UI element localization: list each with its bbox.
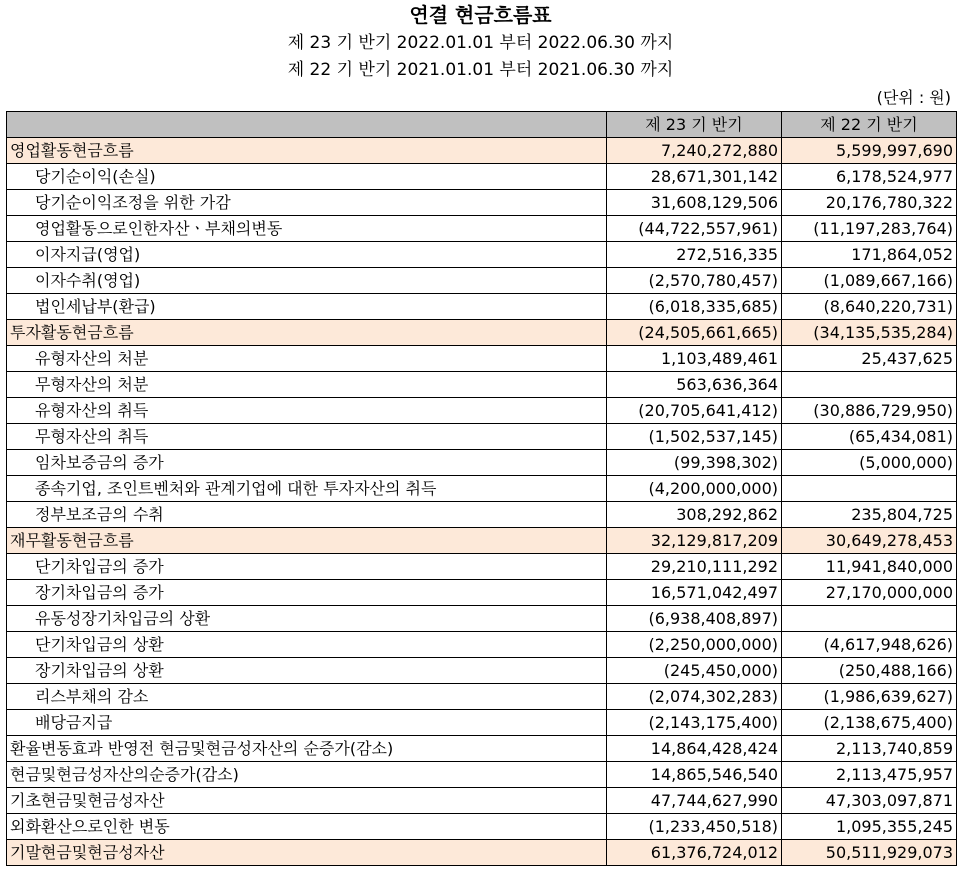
period-prior: 제 22 기 반기 2021.01.01 부터 2021.06.30 까지 (287, 60, 674, 80)
value-prior: (5,000,000) (782, 450, 957, 476)
value-current: 28,671,301,142 (607, 164, 782, 190)
value-current: (99,398,302) (607, 450, 782, 476)
table-row (7, 268, 957, 294)
table-row (7, 450, 957, 476)
table-row (7, 164, 957, 190)
row-label: 무형자산의 취득 (7, 424, 607, 450)
value-current: (1,233,450,518) (607, 814, 782, 840)
table-row (7, 788, 957, 814)
value-current: 308,292,862 (607, 502, 782, 528)
table-row (7, 814, 957, 840)
table-row (7, 606, 957, 632)
row-label: 종속기업, 조인트벤처와 관계기업에 대한 투자자산의 취득 (7, 476, 607, 502)
value-current: (2,250,000,000) (607, 632, 782, 658)
row-label: 이자수취(영업) (7, 268, 607, 294)
value-prior: 171,864,052 (782, 242, 957, 268)
row-label: 기초현금및현금성자산 (7, 788, 607, 814)
value-current: 272,516,335 (607, 242, 782, 268)
value-prior (782, 476, 957, 502)
table-row (7, 554, 957, 580)
period-current: 제 23 기 반기 2022.01.01 부터 2022.06.30 까지 (287, 33, 674, 53)
header-current-period: 제 23 기 반기 (607, 112, 782, 138)
value-prior: 27,170,000,000 (782, 580, 957, 606)
value-prior: 2,113,740,859 (782, 736, 957, 762)
row-label: 장기차입금의 증가 (7, 580, 607, 606)
table-row (7, 632, 957, 658)
table-row (7, 320, 957, 346)
row-label: 단기차입금의 증가 (7, 554, 607, 580)
table-row (7, 502, 957, 528)
value-prior: 6,178,524,977 (782, 164, 957, 190)
value-current: 14,864,428,424 (607, 736, 782, 762)
row-label: 유형자산의 취득 (7, 398, 607, 424)
value-current: 1,103,489,461 (607, 346, 782, 372)
value-prior: (1,089,667,166) (782, 268, 957, 294)
cash-flow-table (6, 111, 957, 866)
value-prior: 11,941,840,000 (782, 554, 957, 580)
row-label: 법인세납부(환급) (7, 294, 607, 320)
table-row (7, 684, 957, 710)
row-label: 배당금지급 (7, 710, 607, 736)
value-current: (2,074,302,283) (607, 684, 782, 710)
row-label: 리스부채의 감소 (7, 684, 607, 710)
header-prior-period: 제 22 기 반기 (782, 112, 957, 138)
row-label: 정부보조금의 수취 (7, 502, 607, 528)
row-label: 단기차입금의 상환 (7, 632, 607, 658)
row-label: 환율변동효과 반영전 현금및현금성자산의 순증가(감소) (7, 736, 607, 762)
row-label: 유동성장기차입금의 상환 (7, 606, 607, 632)
value-current: (24,505,661,665) (607, 320, 782, 346)
row-label: 유형자산의 처분 (7, 346, 607, 372)
value-prior: 50,511,929,073 (782, 840, 957, 866)
row-label: 무형자산의 처분 (7, 372, 607, 398)
value-current: (4,200,000,000) (607, 476, 782, 502)
value-prior: (2,138,675,400) (782, 710, 957, 736)
table-row (7, 840, 957, 866)
value-current: 16,571,042,497 (607, 580, 782, 606)
value-prior: (11,197,283,764) (782, 216, 957, 242)
value-current: (245,450,000) (607, 658, 782, 684)
table-row (7, 138, 957, 164)
value-current: (44,722,557,961) (607, 216, 782, 242)
row-label: 재무활동현금흐름 (7, 528, 607, 554)
row-label: 이자지급(영업) (7, 242, 607, 268)
row-label: 장기차입금의 상환 (7, 658, 607, 684)
statement-title: 연결 현금흐름표 (409, 3, 552, 27)
table-row (7, 372, 957, 398)
row-label: 당기순이익(손실) (7, 164, 607, 190)
value-prior: 47,303,097,871 (782, 788, 957, 814)
row-label: 영업활동현금흐름 (7, 138, 607, 164)
value-current: 47,744,627,990 (607, 788, 782, 814)
row-label: 기말현금및현금성자산 (7, 840, 607, 866)
value-current: 29,210,111,292 (607, 554, 782, 580)
value-current: 61,376,724,012 (607, 840, 782, 866)
table-row (7, 242, 957, 268)
header-label-cell (7, 112, 607, 138)
table-row (7, 580, 957, 606)
table-row (7, 710, 957, 736)
table-row (7, 190, 957, 216)
value-current: (6,018,335,685) (607, 294, 782, 320)
value-current: 32,129,817,209 (607, 528, 782, 554)
value-current: (2,570,780,457) (607, 268, 782, 294)
table-row (7, 398, 957, 424)
table-row (7, 476, 957, 502)
value-prior: 1,095,355,245 (782, 814, 957, 840)
value-prior: 5,599,997,690 (782, 138, 957, 164)
value-current: (1,502,537,145) (607, 424, 782, 450)
value-prior: 20,176,780,322 (782, 190, 957, 216)
value-prior: 25,437,625 (782, 346, 957, 372)
table-row (7, 346, 957, 372)
value-prior: 2,113,475,957 (782, 762, 957, 788)
value-current: (6,938,408,897) (607, 606, 782, 632)
table-header-row (7, 112, 957, 138)
value-current: (2,143,175,400) (607, 710, 782, 736)
table-row (7, 216, 957, 242)
value-current: 563,636,364 (607, 372, 782, 398)
value-prior: (4,617,948,626) (782, 632, 957, 658)
table-row (7, 424, 957, 450)
value-prior: (34,135,535,284) (782, 320, 957, 346)
value-prior: (250,488,166) (782, 658, 957, 684)
value-prior (782, 372, 957, 398)
value-current: 14,865,546,540 (607, 762, 782, 788)
row-label: 투자활동현금흐름 (7, 320, 607, 346)
row-label: 영업활동으로인한자산ㆍ부채의변동 (7, 216, 607, 242)
unit-label: (단위 : 원) (876, 88, 951, 107)
row-label: 외화환산으로인한 변동 (7, 814, 607, 840)
value-current: 31,608,129,506 (607, 190, 782, 216)
table-row (7, 658, 957, 684)
value-current: 7,240,272,880 (607, 138, 782, 164)
value-prior: (1,986,639,627) (782, 684, 957, 710)
row-label: 임차보증금의 증가 (7, 450, 607, 476)
table-row (7, 294, 957, 320)
value-prior: (8,640,220,731) (782, 294, 957, 320)
table-row (7, 736, 957, 762)
row-label: 당기순이익조정을 위한 가감 (7, 190, 607, 216)
table-row (7, 528, 957, 554)
value-prior: (65,434,081) (782, 424, 957, 450)
row-label: 현금및현금성자산의순증가(감소) (7, 762, 607, 788)
value-prior: (30,886,729,950) (782, 398, 957, 424)
table-row (7, 762, 957, 788)
value-prior: 235,804,725 (782, 502, 957, 528)
value-prior (782, 606, 957, 632)
value-current: (20,705,641,412) (607, 398, 782, 424)
value-prior: 30,649,278,453 (782, 528, 957, 554)
